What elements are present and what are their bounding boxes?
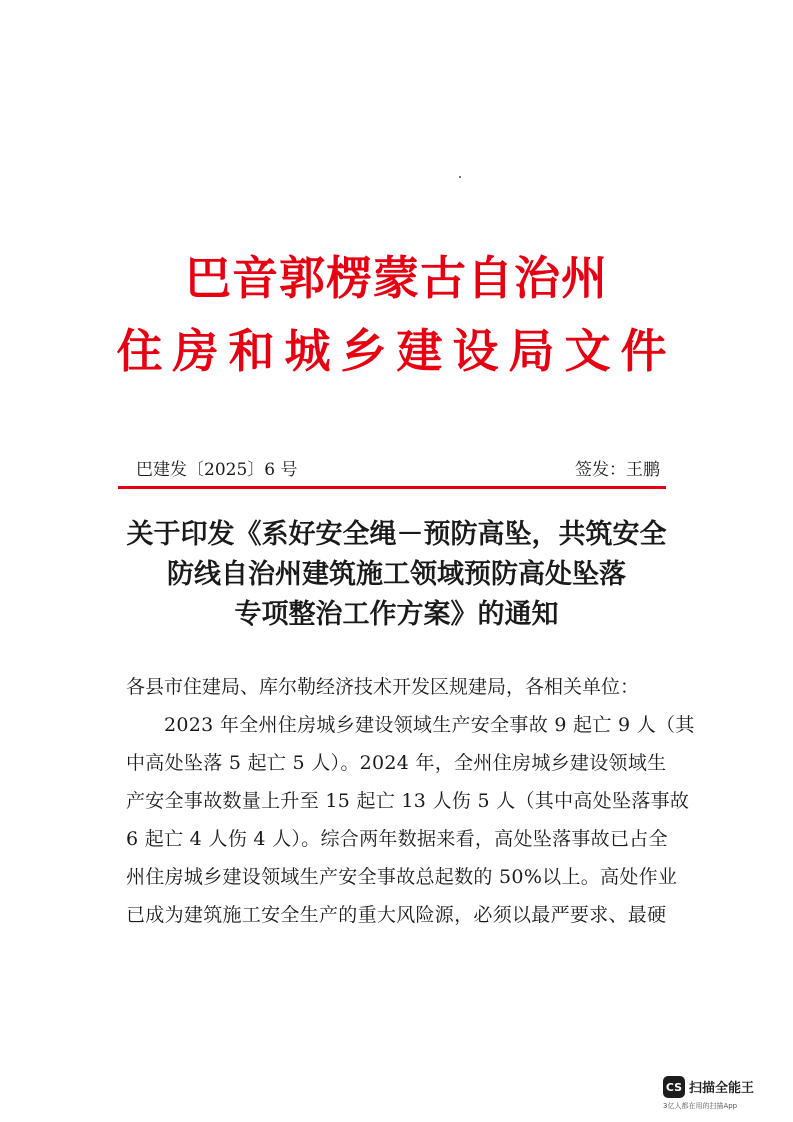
paragraph-line: 中高处坠落 5 起亡 5 人）。2024 年，全州住房城乡建设领域生 — [126, 752, 667, 774]
document-meta-row — [130, 455, 660, 483]
issuer-header-line-2: 住房和城乡建设局文件 — [116, 324, 677, 378]
watermark-app-name: 扫描全能王 — [689, 1081, 755, 1096]
title-line: 关于印发《系好安全绳－预防高坠，共筑安全 — [126, 519, 667, 550]
issuer-header-line-1: 巴音郭楞蒙古自治州 — [185, 251, 608, 305]
paragraph-line: 产安全事故数量上升至 15 起亡 13 人伤 5 人（其中高处坠落事故 — [126, 790, 690, 812]
red-separator-line — [118, 486, 666, 489]
paragraph-line: 2023 年全州住房城乡建设领域生产安全事故 9 起亡 9 人（其 — [164, 714, 695, 736]
document-number: 巴建发〔2025〕6 号 — [136, 460, 298, 480]
camscanner-logo-icon: CS — [663, 1076, 685, 1098]
paragraph-line: 已成为建筑施工安全生产的重大风险源，必须以最严要求、最硬 — [126, 904, 667, 926]
paragraph-line: 州住房城乡建设领域生产安全事故总起数的 50%以上。高处作业 — [126, 866, 678, 888]
title-line: 专项整治工作方案》的通知 — [234, 599, 559, 630]
signer: 签发：王鹏 — [575, 460, 660, 480]
watermark-slogan: 3亿人都在用的扫描App — [663, 1102, 738, 1110]
scanner-watermark — [663, 1072, 781, 1112]
scan-speck — [459, 176, 461, 178]
paragraph-line: 6 起亡 4 人伤 4 人）。综合两年数据来看，高处坠落事故已占全 — [126, 828, 668, 850]
document-title — [100, 515, 693, 635]
title-line: 防线自治州建筑施工领域预防高处坠落 — [167, 559, 626, 590]
salutation: 各县市住建局、库尔勒经济技术开发区规建局，各相关单位： — [126, 676, 640, 698]
document-body — [126, 668, 695, 934]
